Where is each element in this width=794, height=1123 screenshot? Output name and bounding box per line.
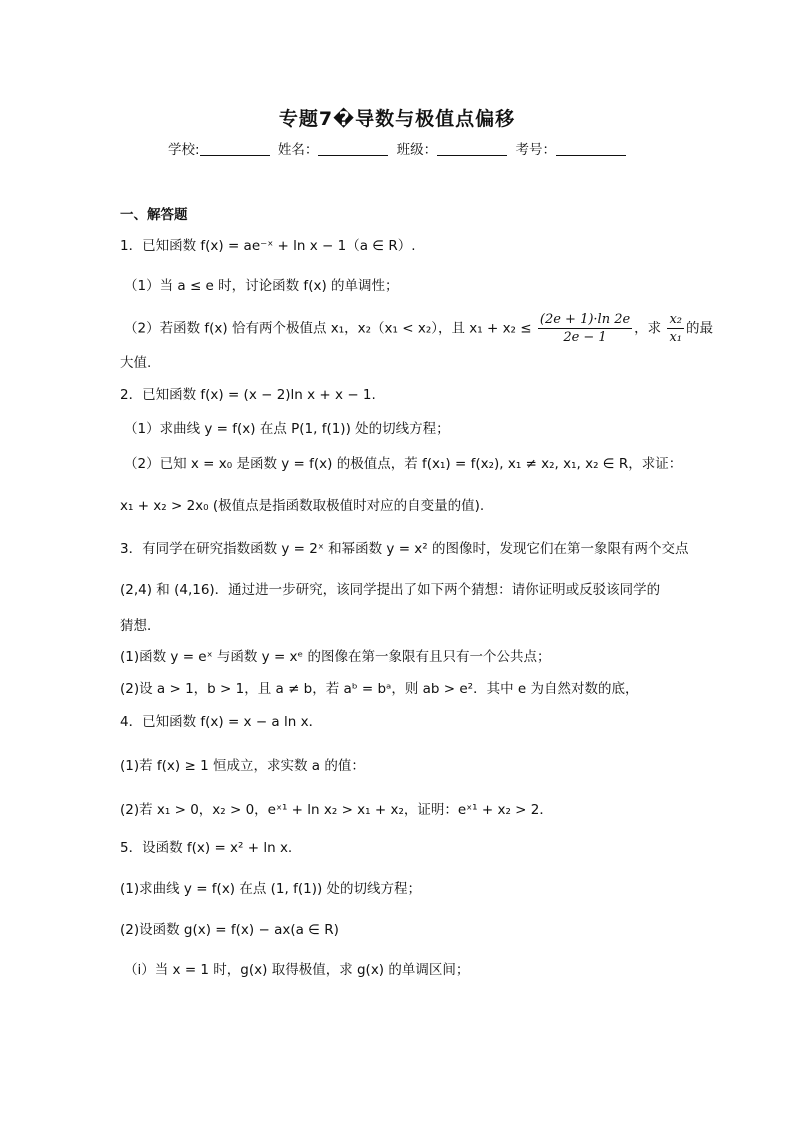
problem-1-part-2 [124, 312, 714, 345]
problem-3-part-1: (1)函数 y = eˣ 与函数 y = xᵉ 的图像在第一象限有且只有一个公共点； [120, 649, 551, 665]
problem-1-part-2-text-c: 的最 [686, 320, 714, 337]
problem-1-part-2-text-a: （2）若函数 f(x) 恰有两个极值点 x₁，x₂（x₁ < x₂），且 x₁ + x₂ ≤ [124, 320, 532, 337]
section-header: 一、解答题 [120, 207, 188, 223]
class-blank[interactable] [437, 143, 507, 156]
problem-3-stem-cont: (2,4) 和 (4,16)．通过进一步研究，该同学提出了如下两个猜想：请你证明或反驳该同学的 [120, 582, 661, 598]
fraction-ratio-numerator: x₂ [669, 312, 683, 327]
page-title: 专题7�导数与极值点偏移 [278, 108, 516, 130]
fraction-bound-denominator: 2e − 1 [563, 330, 607, 345]
problem-3-part-2: (2)设 a > 1，b > 1，且 a ≠ b，若 aᵇ = bᵃ，则 ab > e²．其中 e 为自然对数的底， [120, 681, 639, 697]
problem-3-stem-cont-2: 猜想． [120, 618, 161, 634]
problem-1-stem: 1．已知函数 f(x) = ae⁻ˣ + ln x − 1（a ∈ R）. [120, 238, 416, 254]
fraction-bound-numerator: (2e + 1)·ln 2e [539, 312, 631, 327]
problem-1-part-2-text-b: ，求 [634, 320, 662, 337]
student-info-line [0, 138, 794, 158]
problem-1-part-2-cont: 大值. [120, 355, 152, 371]
problem-1-part-1: （1）当 a ≤ e 时，讨论函数 f(x) 的单调性； [124, 278, 399, 294]
problem-2-part-1: （1）求曲线 y = f(x) 在点 P(1, f(1)) 处的切线方程； [124, 421, 450, 437]
fraction-ratio-denominator: x₁ [669, 330, 683, 345]
exam-number-blank[interactable] [556, 143, 626, 156]
problem-3-stem: 3．有同学在研究指数函数 y = 2ˣ 和幂函数 y = x² 的图像时，发现它们在第一象限有两个交点 [120, 541, 689, 557]
problem-2-stem: 2．已知函数 f(x) = (x − 2)ln x + x − 1. [120, 387, 376, 403]
problem-4-part-1: (1)若 f(x) ≥ 1 恒成立，求实数 a 的值： [120, 758, 365, 774]
problem-5-part-1: (1)求曲线 y = f(x) 在点 (1, f(1)) 处的切线方程； [120, 881, 422, 897]
fraction-ratio [667, 312, 684, 345]
problem-5-part-2-i: （i）当 x = 1 时，g(x) 取得极值，求 g(x) 的单调区间； [124, 962, 470, 978]
exam-number-label: 考号： [515, 142, 556, 158]
name-label: 姓名： [277, 142, 319, 158]
problem-4-stem: 4．已知函数 f(x) = x − a ln x． [120, 714, 323, 730]
problem-2-part-2: （2）已知 x = x₀ 是函数 y = f(x) 的极值点，若 f(x₁) = f(x₂), x₁ ≠ x₂, x₁, x₂ ∈ R，求证： [124, 456, 683, 472]
problem-4-part-2: (2)若 x₁ > 0，x₂ > 0，eˣ¹ + ln x₂ > x₁ + x₂，证明：eˣ¹ + x₂ > 2． [120, 802, 553, 818]
name-blank[interactable] [318, 143, 388, 156]
problem-5-stem: 5．设函数 f(x) = x² + ln x. [120, 840, 293, 856]
school-label: 学校: [168, 142, 200, 158]
problem-5-part-2: (2)设函数 g(x) = f(x) − ax(a ∈ R) [120, 922, 339, 938]
fraction-bound [538, 312, 632, 345]
class-label: 班级： [396, 142, 438, 158]
school-blank[interactable] [200, 143, 270, 156]
problem-2-part-2-cont: x₁ + x₂ > 2x₀ (极值点是指函数取极值时对应的自变量的值). [120, 498, 485, 514]
